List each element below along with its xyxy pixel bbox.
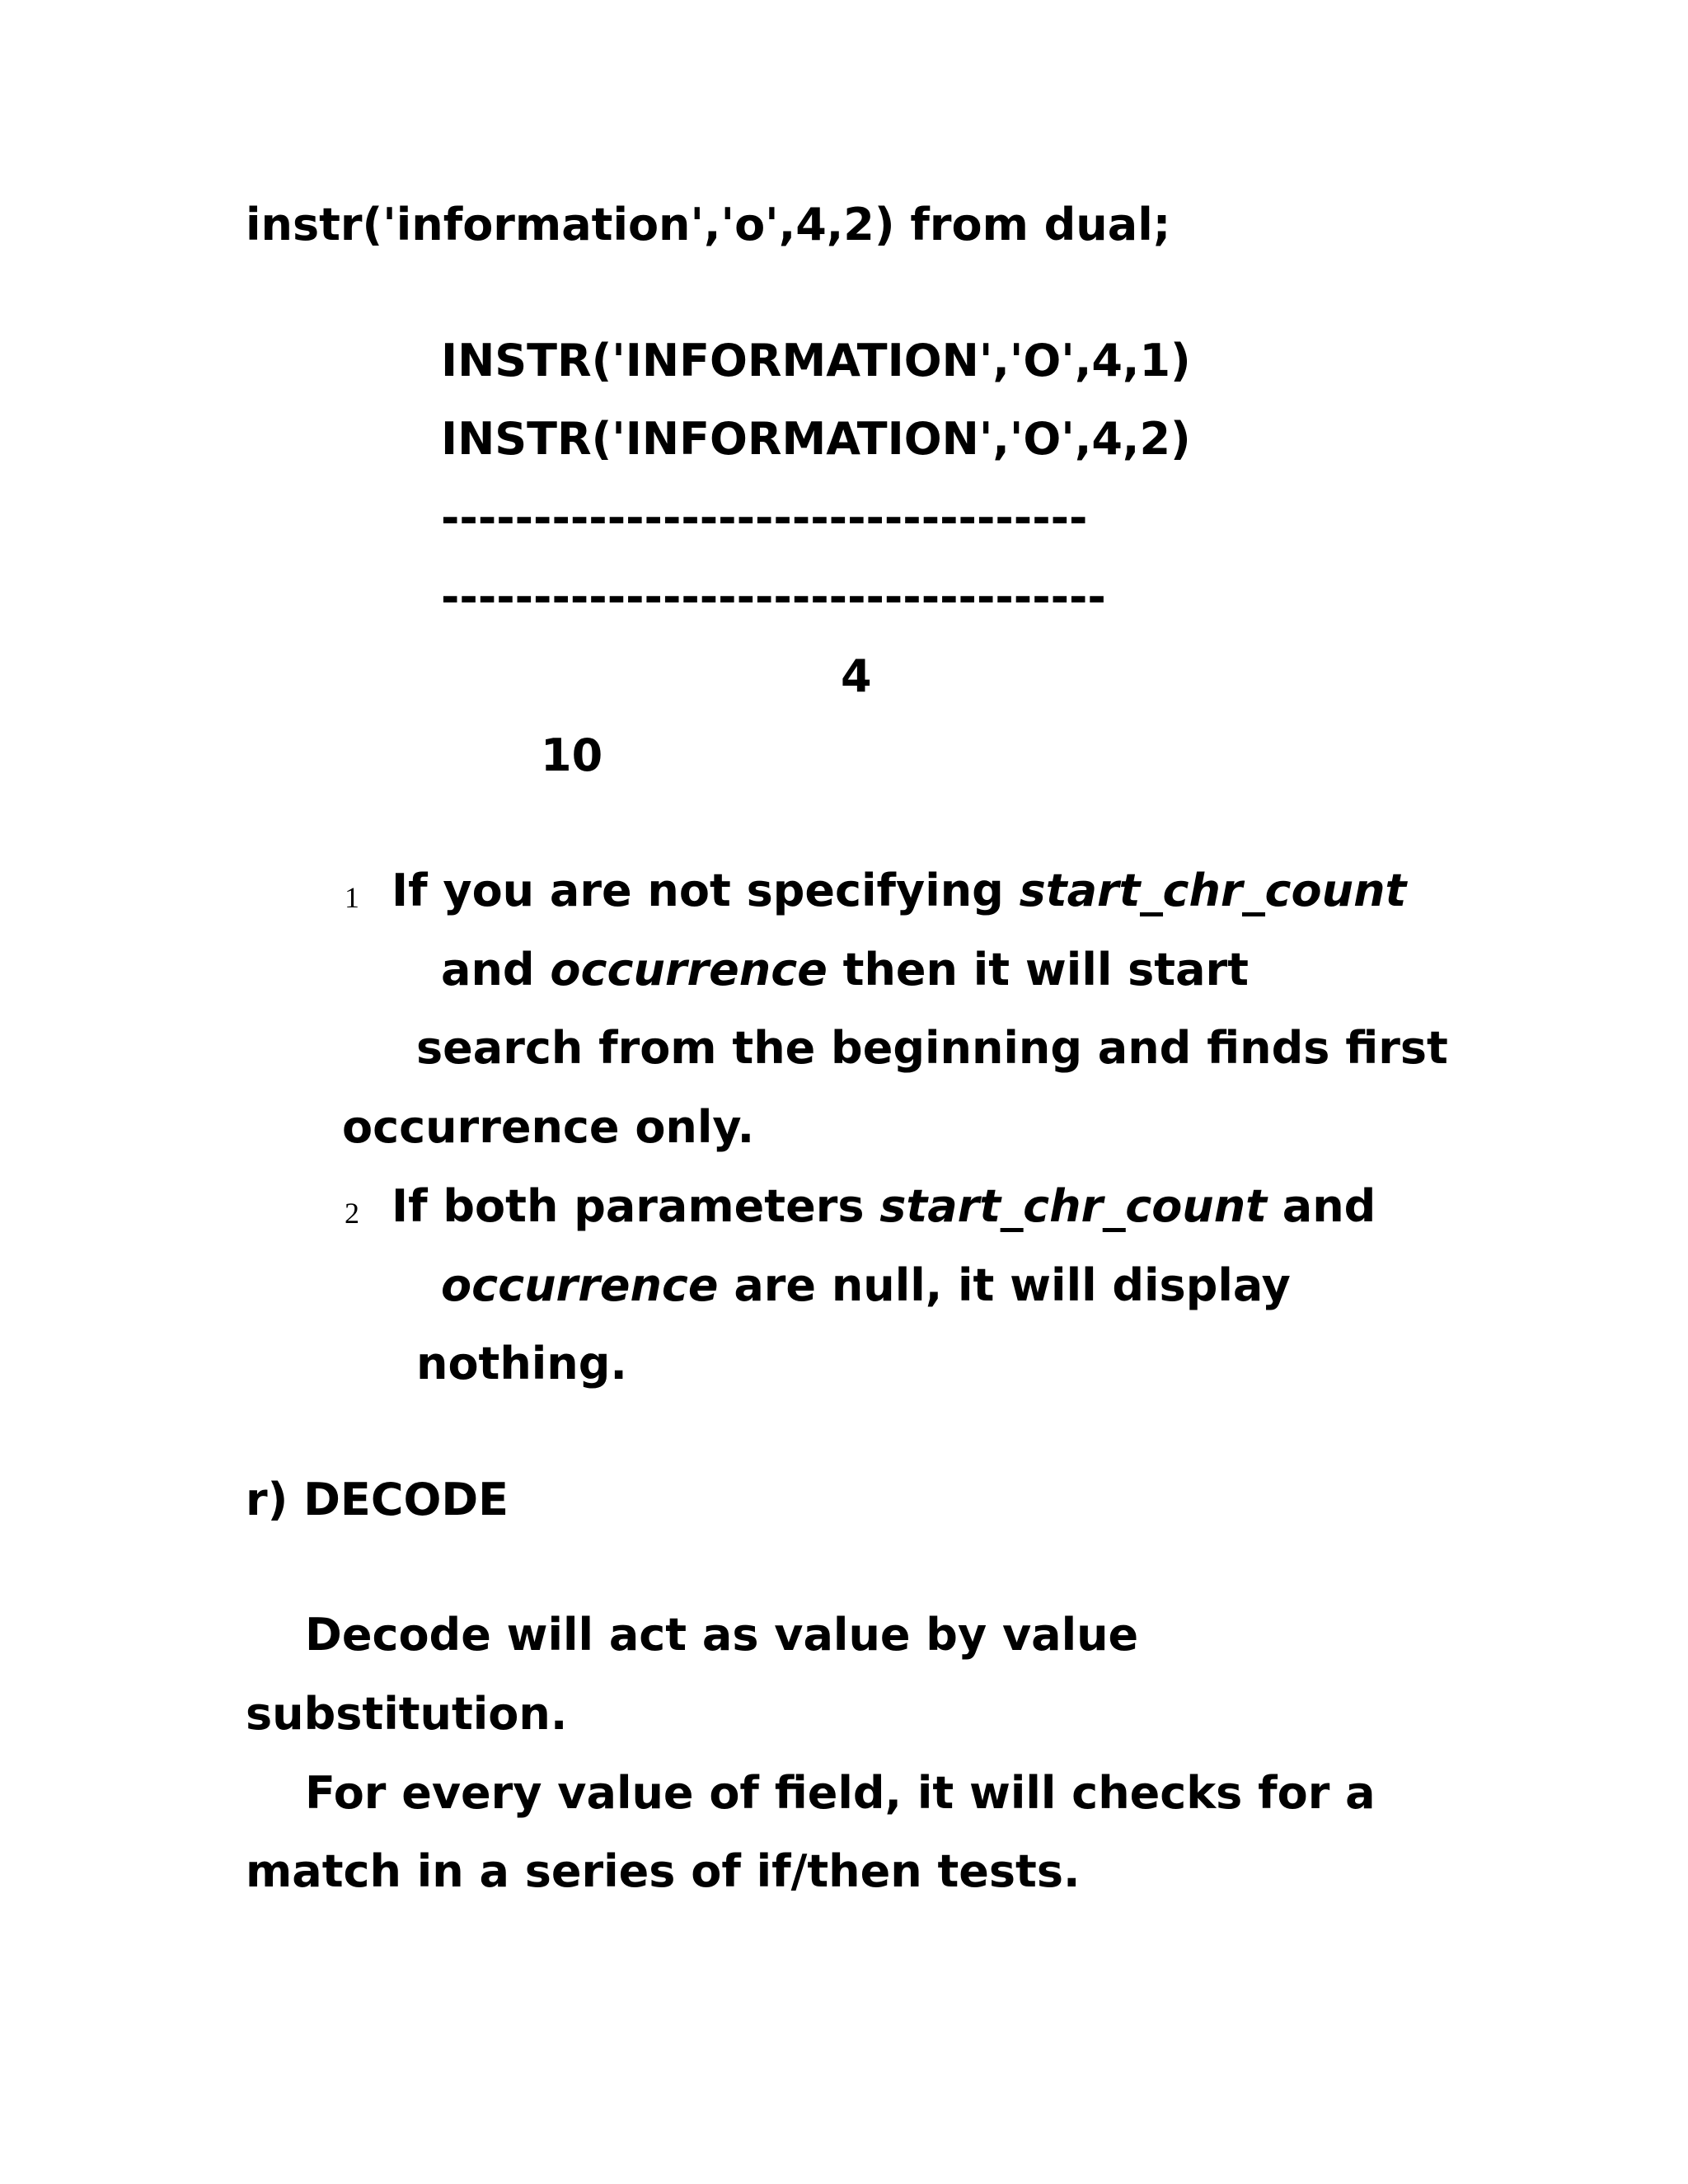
note-1-line-1: If you are not specifying start_chr_count (392, 865, 1407, 916)
note-1-line-4: occurrence only. (342, 1101, 755, 1153)
paragraph-2-line-2: match in a series of if/then tests. (246, 1845, 1081, 1897)
note-1-line-3: search from the beginning and finds first (416, 1022, 1448, 1074)
result-underline-1: ----------------------------------- (441, 492, 1088, 544)
result-underline-2: ------------------------------------ (441, 571, 1106, 623)
paragraph-1-line-2: substitution. (246, 1688, 568, 1740)
note-2-line-1: If both parameters start_chr_count and (392, 1180, 1376, 1232)
result-value-1: 4 (841, 650, 872, 702)
note-2-line-3: nothing. (416, 1338, 627, 1390)
note-1-line-2: and occurrence then it will start (441, 944, 1249, 996)
paragraph-1-line-1: Decode will act as value by value (305, 1609, 1139, 1661)
note-number-1: 1 (345, 881, 359, 914)
result-column-header-1: INSTR('INFORMATION','O',4,1) (441, 335, 1191, 387)
note-number-2: 2 (345, 1197, 359, 1230)
result-column-header-2: INSTR('INFORMATION','O',4,2) (441, 413, 1191, 465)
result-value-2: 10 (541, 729, 603, 781)
paragraph-2-line-1: For every value of field, it will checks for a (305, 1767, 1376, 1819)
section-heading-decode: r) DECODE (246, 1474, 509, 1526)
query-line: instr('information','o',4,2) from dual; (246, 199, 1171, 251)
note-2-line-2: occurrence are null, it will display (441, 1259, 1291, 1311)
